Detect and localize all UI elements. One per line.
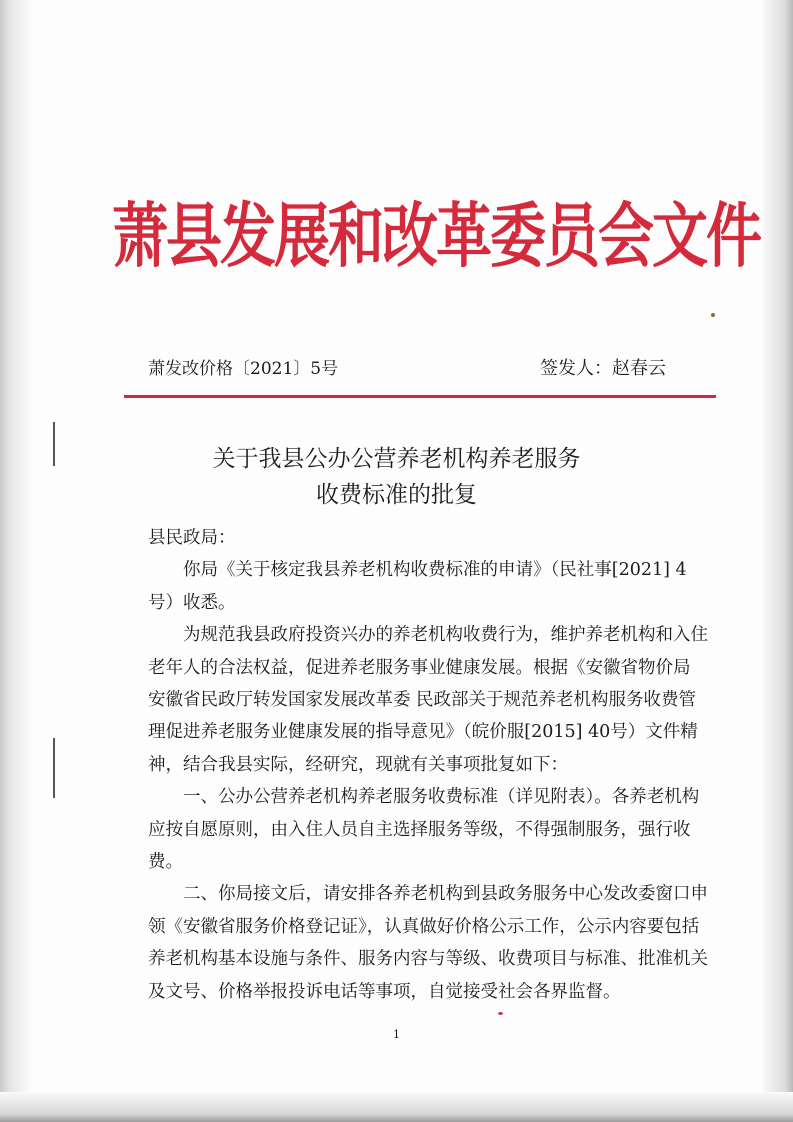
red-divider-rule — [124, 395, 716, 398]
scan-edge-right — [763, 0, 793, 1122]
signer: 签发人：赵春云 — [540, 358, 666, 379]
scan-edge-left — [0, 0, 30, 1122]
body-paragraph: 一、公办公营养老机构养老服务收费标准（详见附表）。各养老机构应按自愿原则，由入住人员自主选择服务等级，不得强制服务，强行收费。 — [148, 787, 700, 873]
body-paragraph: 为规范我县政府投资兴办的养老机构收费行为，维护养老机构和入住老年人的合法权益，促进养老服务事业健康发展。根据《安徽省物价局 安徽省民政厅转发国家发展改革委 民政部关于规范养老机构服务收费管理促进养老服务业健康发展的指导意见》（皖价服[2015] 40号）文件精神，结合我县实际，经研究，现就有关事项批复如下： — [148, 625, 708, 775]
page-number: 1 — [393, 1028, 400, 1041]
body-paragraph: 你局《关于核定我县养老机构收费标准的申请》（民社事[2021] 4号）收悉。 — [148, 560, 687, 613]
scan-edge-bottom — [0, 1092, 793, 1122]
body-paragraph: 二、你局接文后，请安排各养老机构到县政务服务中心发改委窗口申领《安徽省服务价格登记证》，认真做好价格公示工作，公示内容要包括养老机构基本设施与条件、服务内容与等级、收费项目与标准、批准机关及文号、价格举报投诉电话等事项，自觉接受社会各界监督。 — [148, 884, 708, 1002]
document-number: 萧发改价格〔2021〕5号 — [148, 359, 339, 379]
scan-speck — [498, 1012, 503, 1015]
binding-mark — [53, 738, 55, 798]
salutation: 县民政局： — [148, 528, 236, 548]
document-body — [148, 522, 708, 1008]
document-title-line-1: 关于我县公办公营养老机构养老服务 — [212, 446, 581, 472]
document-title-line-2: 收费标准的批复 — [316, 482, 477, 508]
masthead-title: 萧县发展和改革委员会文件 — [112, 194, 760, 278]
scan-speck — [711, 313, 715, 317]
